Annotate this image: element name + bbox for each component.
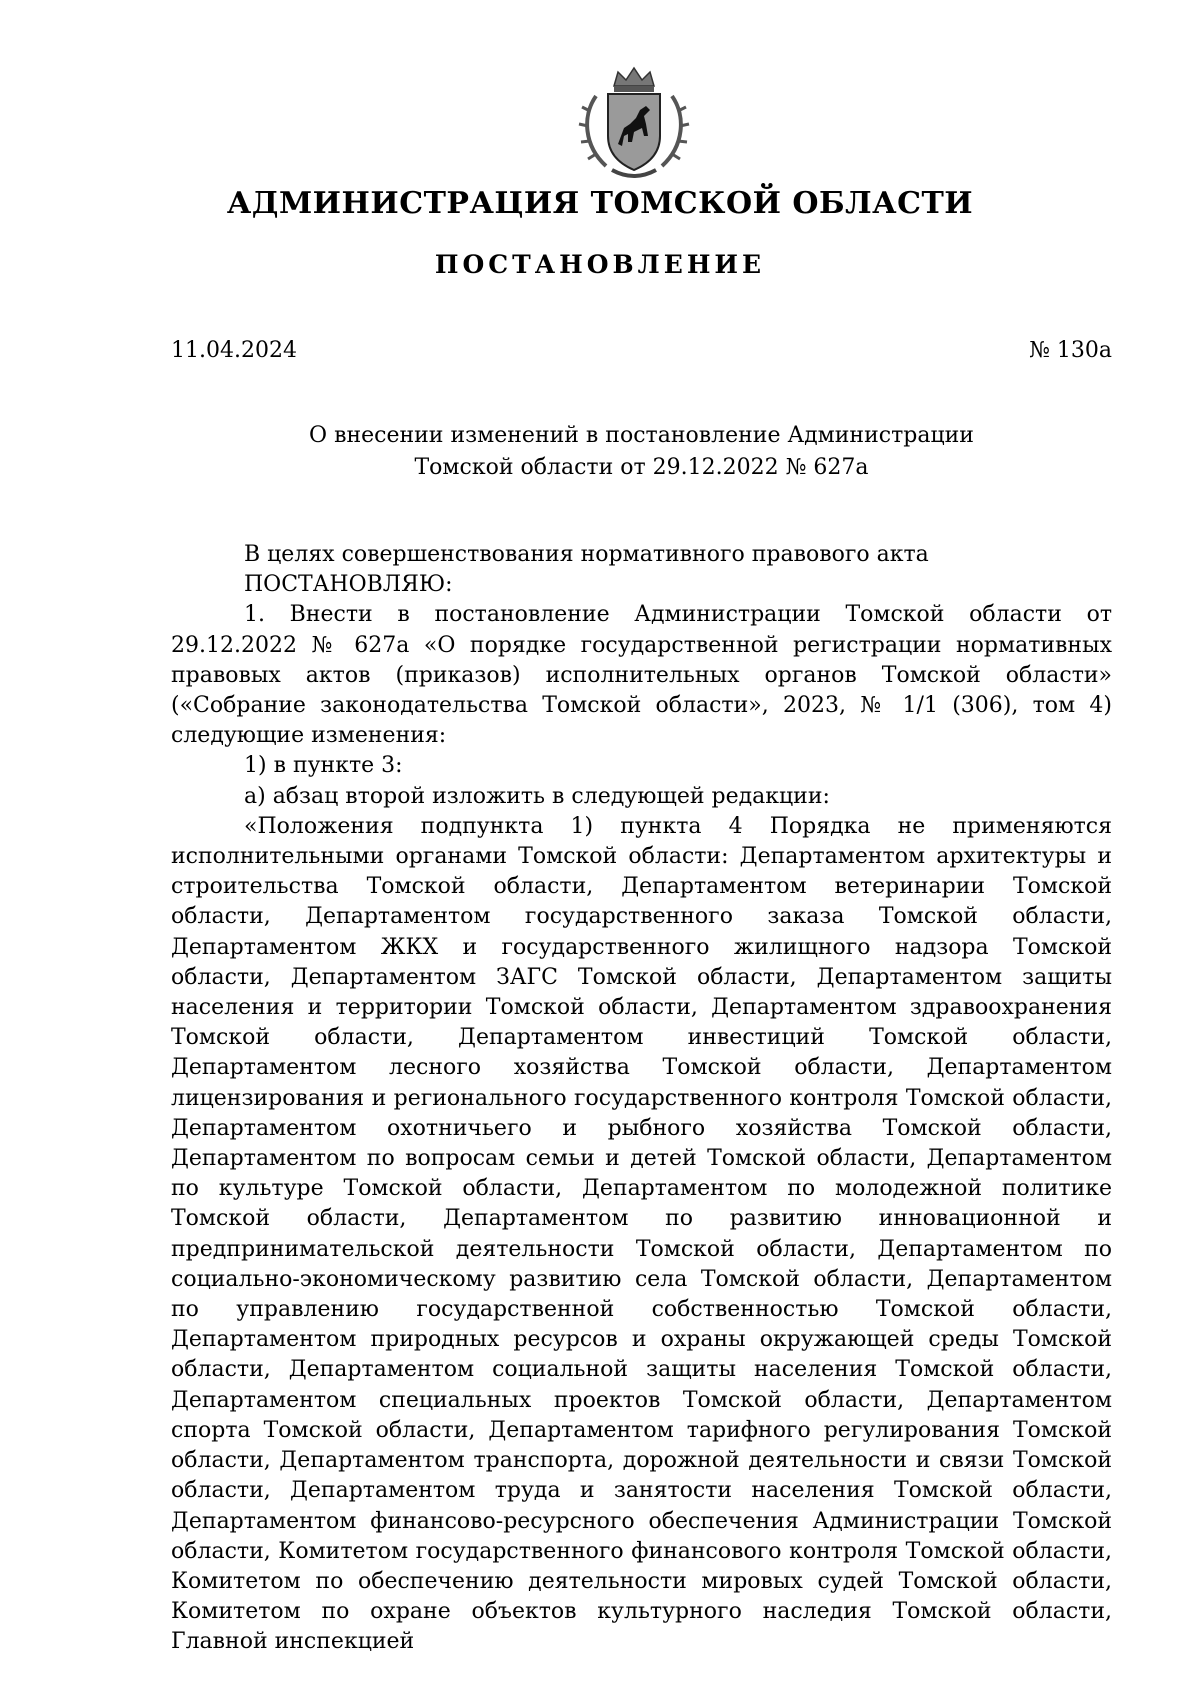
subject-line-1: О внесении изменений в постановление Администрации	[309, 423, 974, 448]
purpose-paragraph: В целях совершенствования нормативного правового акта	[244, 542, 929, 567]
document-type: ПОСТАНОВЛЕНИЕ	[434, 250, 766, 279]
document-number: № 130а	[1029, 338, 1112, 363]
tomsk-coat-of-arms-icon	[578, 66, 690, 184]
document-subject	[171, 420, 1112, 484]
subject-line-2: Томской области от 29.12.2022 № 627а	[414, 455, 869, 480]
decree-paragraph: ПОСТАНОВЛЯЮ:	[244, 572, 453, 598]
item-1-paragraph: 1. Внести в постановление Администрации Томской области от 29.12.2022 № 627а «О порядке государственной регистрации нормативных правовых актов (приказов) исполнительных органов Томской области» («Собрание законодательства Томской области», 2023, № 1/1 (306), том 4) следующие изменения:	[171, 602, 1112, 749]
quoted-provision-paragraph: «Положения подпункта 1) пункта 4 Порядка не применяются исполнительными органами Томской области: Департаментом архитектуры и строительства Томской области, Департаментом ветеринарии Томской области, Департаментом государственного заказа Томской области, Департаментом ЖКХ и государственного жилищного надзора Томской области, Департаментом ЗАГС Томской области, Департаментом защиты населения и территории Томской области, Департаментом здравоохранения Томской области, Департаментом инвестиций Томской области, Департаментом лесного хозяйства Томской области, Департаментом лицензирования и регионального государственного контроля Томской области, Департаментом охотничьего и рыбного хозяйства Томской области, Департаментом по вопросам семьи и детей Томской области, Департаментом по культуре Томской области, Департаментом по молодежной политике Томской области, Департаментом по развитию инновационной и предпринимательской деятельности Томской области, Департаментом по социально-экономическому развитию села Томской области, Департаментом по управлению государственной собственностью Томской области, Департаментом природных ресурсов и охраны окружающей среды Томской области, Департаментом социальной защиты населения Томской области, Департаментом специальных проектов Томской области, Департаментом спорта Томской области, Департаментом тарифного регулирования Томской области, Департаментом транспорта, дорожной деятельности и связи Томской области, Департаментом труда и занятости населения Томской области, Департаментом финансово-ресурсного обеспечения Администрации Томской области, Комитетом государственного финансового контроля Томской области, Комитетом по обеспечению деятельности мировых судей Томской области, Комитетом по охране объектов культурного наследия Томской области, Главной инспекцией	[171, 813, 1112, 1655]
document-body	[171, 540, 1112, 1658]
subitem-1-paragraph: 1) в пункте 3:	[244, 753, 403, 779]
subitem-1a-paragraph: а) абзац второй изложить в следующей редакции:	[244, 783, 830, 809]
document-date: 11.04.2024	[171, 338, 297, 363]
organization-title: АДМИНИСТРАЦИЯ ТОМСКОЙ ОБЛАСТИ	[226, 186, 974, 221]
